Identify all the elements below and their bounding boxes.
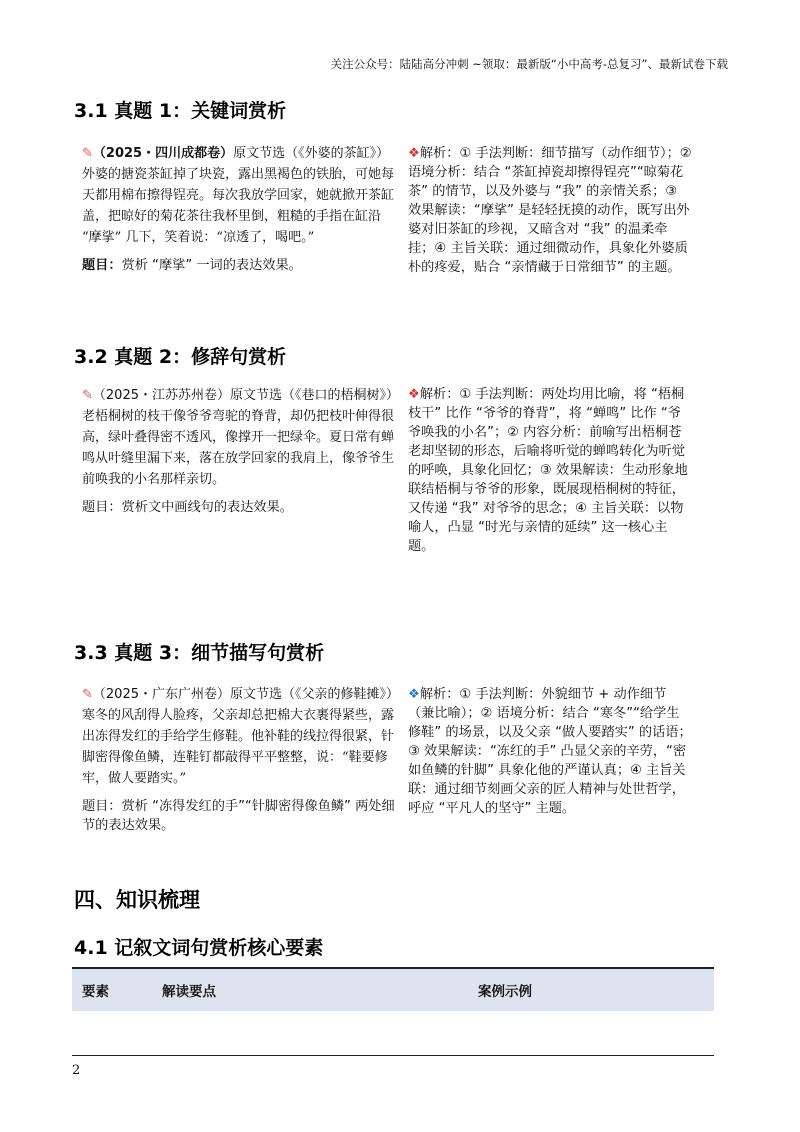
- subsection-heading-4-1: 4.1 记叙文词句赏析核心要素: [74, 937, 324, 959]
- source-lead: （2025・四川成都卷）: [92, 146, 234, 161]
- table-header-cell: 要素: [82, 984, 109, 1000]
- analysis-text: 解析：① 手法判断：两处均用比喻，将 “梧桐枝干” 比作 “爷爷的脊背”，将 “蝉鸣” 比作 “爷爷唤我的小名”；② 内容分析：前喻写出梧桐苍老却坚韧的形态，后喻将听觉的蝉鸣转化为听觉的呼唤，具象化回忆；③ 效果解读：生动形象地联结梧桐与爷爷的形象，既展现梧桐树的特征，又传递 “我” 对爷爷的思念；④ 主旨关联：以物喻人，凸显 “时光与亲情的延续” 这一核心主题。: [408, 387, 688, 554]
- question: [82, 256, 400, 275]
- chapter-heading: 四、知识梳理: [74, 888, 200, 912]
- star-icon: ❖: [408, 387, 420, 402]
- section-3-1-analysis: [408, 144, 692, 277]
- question: [82, 797, 400, 835]
- pen-icon: ✎: [82, 687, 93, 702]
- source-excerpt: [82, 385, 400, 490]
- source-lead: （2025・广东广州卷）: [92, 687, 230, 702]
- question-label: 题目：: [82, 799, 122, 814]
- section-3-3-analysis: [408, 685, 692, 818]
- question-text: 赏析 “摩挲” 一词的表达效果。: [121, 258, 302, 273]
- question-label: 题目：: [82, 258, 122, 273]
- source-lead: （2025・江苏苏州卷）: [92, 388, 230, 403]
- table-header-row: [72, 967, 714, 1011]
- page-number: 2: [72, 1063, 81, 1078]
- table-header-cell: 案例示例: [478, 984, 532, 1000]
- star-icon: ❖: [408, 687, 420, 702]
- section-heading-3-3: 3.3 真题 3：细节描写句赏析: [74, 642, 325, 664]
- source-text: 原文节选（《巷口的梧桐树》）老梧桐树的枝干像爷爷弯驼的脊背，却仍把枝叶伸得很高，绿叶叠得密不透风，像撑开一把绿伞。夏日常有蝉鸣从叶缝里漏下来，落在放学回家的我肩上，像爷爷生前唤我的小名那样亲切。: [82, 388, 400, 487]
- source-text: 原文节选（《外婆的茶缸》）外婆的搪瓷茶缸掉了块瓷，露出黑褐色的铁胎，可她每天都用棉布擦得锃亮。每次我放学回家，她就掀开茶缸盖，把晾好的菊花茶往我杯里倒，粗糙的手指在缸沿 “摩挲” 几下，笑着说：“凉透了，喝吧。”: [82, 146, 395, 245]
- section-3-2-analysis: [408, 385, 692, 556]
- table-body: [72, 1011, 714, 1056]
- source-text: 原文节选（《父亲的修鞋摊》）寒冬的风刮得人脸疼，父亲却总把棉大衣裹得紧些，露出冻得发红的手给学生修鞋。他补鞋的线拉得很紧，针脚密得像鱼鳞，连鞋钉都敲得平平整整，说：“鞋要修牢，做人要踏实。”: [82, 687, 400, 786]
- header-note: 关注公众号：陆陆高分冲刺 ~领取：最新版“小中高考-总复习”、最新试卷下载: [330, 57, 728, 71]
- section-3-2-source: [82, 385, 400, 517]
- question-text: 赏析 “冻得发红的手”“针脚密得像鱼鳞” 两处细节的表达效果。: [82, 799, 395, 833]
- analysis-text: 解析：① 手法判断：细节描写（动作细节）；② 语境分析：结合 “茶缸掉瓷却擦得锃亮”“晾菊花茶” 的情节，以及外婆与 “我” 的亲情关系；③ 效果解读：“摩挲” 是轻轻抚摸的动作，既写出外婆对旧茶缸的珍视，又暗含对 “我” 的温柔牵挂；④ 主旨关联：通过细微动作，具象化外婆质朴的疼爱，贴合 “亲情藏于日常细节” 的主题。: [408, 146, 692, 275]
- section-3-1-source: [82, 143, 400, 275]
- question-label: 题目：: [82, 500, 122, 515]
- table-header-cell: 解读要点: [162, 984, 216, 1000]
- section-heading-3-1: 3.1 真题 1：关键词赏析: [74, 100, 287, 122]
- pen-icon: ✎: [82, 388, 93, 403]
- section-3-3-source: [82, 684, 400, 835]
- pen-icon: ✎: [82, 146, 93, 161]
- section-heading-3-2: 3.2 真题 2：修辞句赏析: [74, 346, 287, 368]
- question-text: 赏析文中画线句的表达效果。: [121, 500, 293, 515]
- analysis-text: 解析：① 手法判断：外貌细节 + 动作细节（兼比喻）；② 语境分析：结合 “寒冬”“给学生修鞋” 的场景，以及父亲 “做人要踏实” 的话语；③ 效果解读：“冻红的手” 凸显父亲的辛劳，“密如鱼鳞的针脚” 具象化他的严谨认真；④ 主旨关联：通过细节刻画父亲的匠人精神与处世哲学，呼应 “平凡人的坚守” 主题。: [408, 687, 692, 816]
- star-icon: ❖: [408, 146, 420, 161]
- question: [82, 498, 400, 517]
- knowledge-table: [72, 967, 714, 1056]
- source-excerpt: [82, 143, 400, 248]
- source-excerpt: [82, 684, 400, 789]
